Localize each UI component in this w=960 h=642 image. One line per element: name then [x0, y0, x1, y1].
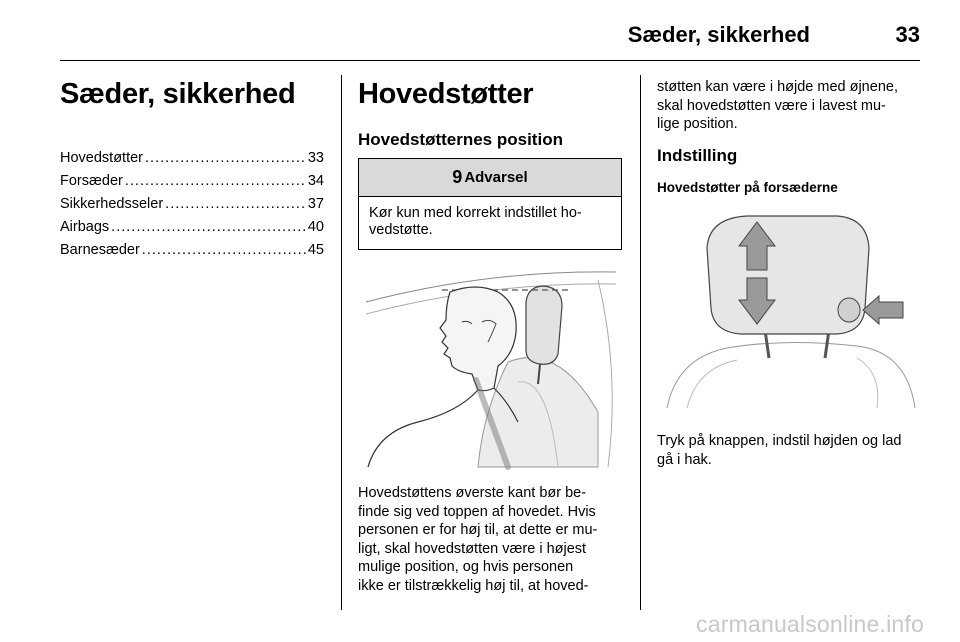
chapter-title: Sæder, sikkerhed: [60, 78, 296, 110]
subsection-title: Hovedstøtternes position: [358, 130, 563, 149]
toc-leader-dots: [125, 173, 306, 189]
toc-entry-hovedstotter[interactable]: [60, 150, 324, 173]
text-line: mulige position, og hvis personen: [358, 559, 574, 575]
column-divider-1: [341, 75, 342, 610]
toc-page: 34: [307, 173, 324, 189]
text-line: Hovedstøttens øverste kant bør be-: [358, 485, 587, 501]
toc-page: 33: [307, 150, 324, 166]
toc-leader-dots: [142, 242, 306, 258]
text-line: lige position.: [657, 116, 738, 132]
running-header-title: Sæder, sikkerhed: [627, 22, 810, 47]
text-line: støtten kan være i højde med øjnene,: [657, 79, 898, 95]
position-paragraph: [358, 484, 626, 595]
header-rule: [60, 60, 920, 61]
front-seat-restraint-heading: Hovedstøtter på forsæderne: [657, 180, 838, 195]
head-restraint-position-illustration: [358, 262, 622, 472]
toc-leader-dots: [145, 150, 306, 166]
text-line: ikke er tilstrækkelig høj til, at hoved-: [358, 577, 589, 594]
text-line: finde sig ved toppen af hovedet. Hvis: [358, 503, 596, 520]
text-line: gå i hak.: [657, 451, 712, 468]
text-line: personen er for høj til, at dette er mu-: [358, 522, 598, 538]
table-of-contents: [60, 150, 324, 265]
toc-page: 40: [307, 219, 324, 235]
toc-leader-dots: [165, 196, 306, 212]
toc-leader-dots: [111, 219, 306, 235]
warning-header: [359, 159, 621, 197]
text-line: Tryk på knappen, indstil højden og lad: [657, 433, 902, 449]
head-restraint-adjustment-illustration: [657, 208, 921, 416]
toc-entry-forsaeder[interactable]: [60, 173, 324, 196]
toc-entry-barnesaeder[interactable]: [60, 242, 324, 265]
warning-heading: Advarsel: [464, 169, 528, 186]
continuation-paragraph: [657, 78, 927, 134]
toc-label: Forsæder: [60, 173, 123, 189]
warning-box: [358, 158, 622, 250]
toc-label: Barnesæder: [60, 242, 140, 258]
adjustment-heading: Indstilling: [657, 146, 738, 165]
toc-entry-sikkerhedsseler[interactable]: [60, 196, 324, 219]
watermark: carmanualsonline.info: [696, 611, 924, 637]
page-number: 33: [895, 22, 920, 47]
toc-page: 45: [307, 242, 324, 258]
column-divider-2: [640, 75, 641, 610]
adjustment-instruction: [657, 432, 927, 469]
toc-page: 37: [307, 196, 324, 212]
toc-label: Airbags: [60, 219, 110, 235]
toc-label: Hovedstøtter: [60, 150, 143, 166]
warning-icon: 9: [452, 167, 463, 187]
warning-text: Kør kun med korrekt indstillet ho-vedstøtte.: [369, 205, 582, 238]
toc-entry-airbags[interactable]: [60, 219, 324, 242]
text-line: ligt, skal hovedstøtten være i højest: [358, 540, 587, 557]
section-title: Hovedstøtter: [358, 78, 534, 110]
text-line: skal hovedstøtten være i lavest mu-: [657, 97, 886, 114]
toc-label: Sikkerhedsseler: [60, 196, 164, 212]
